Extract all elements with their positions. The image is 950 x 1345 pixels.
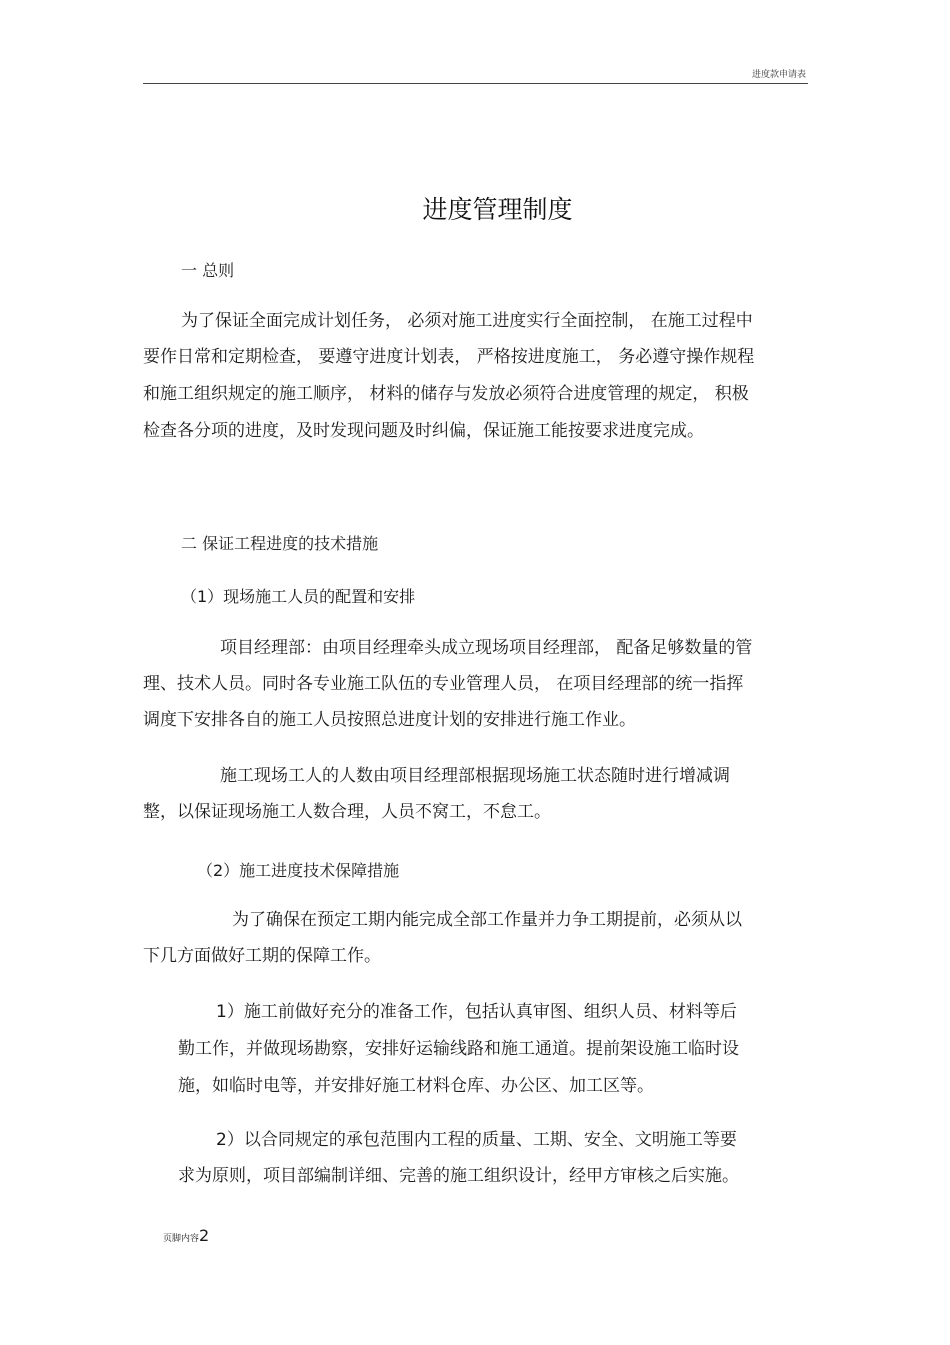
section-1-line-4: 检查各分项的进度，及时发现问题及时纠偏，保证施工能按要求进度完成。 — [143, 421, 704, 441]
subsection-1-para-1-line-1: 项目经理部：由项目经理牵头成立现场项目经理部， 配备足够数量的管 — [220, 638, 753, 658]
list-item-1-line-2: 勤工作，并做现场勘察，安排好运输线路和施工通道。提前架设施工临时设 — [178, 1039, 739, 1059]
list-item-1-line-3: 施，如临时电等，并安排好施工材料仓库、办公区、加工区等。 — [178, 1076, 654, 1096]
subsection-2-para-line-2: 下几方面做好工期的保障工作。 — [143, 946, 381, 966]
section-1-heading: 一 总则 — [181, 261, 235, 280]
section-1-line-2: 要作日常和定期检查， 要遵守进度计划表， 严格按进度施工， 务必遵守操作规程 — [143, 347, 755, 367]
page-number: 2 — [199, 1226, 210, 1245]
list-item-2-line-1: 2）以合同规定的承包范围内工程的质量、工期、安全、文明施工等要 — [216, 1130, 737, 1150]
page-footer — [163, 1226, 209, 1245]
section-1-line-3: 和施工组织规定的施工顺序， 材料的储存与发放必须符合进度管理的规定， 积极 — [143, 384, 749, 404]
section-1-line-1: 为了保证全面完成计划任务， 必须对施工进度实行全面控制， 在施工过程中 — [181, 311, 753, 331]
subsection-1-para-2-line-1: 施工现场工人的人数由项目经理部根据现场施工状态随时进行增减调 — [220, 766, 730, 786]
page-header: 进度款申请表 — [751, 70, 806, 80]
list-item-2-line-2: 求为原则，项目部编制详细、完善的施工组织设计，经甲方审核之后实施。 — [178, 1166, 739, 1186]
section-2-heading: 二 保证工程进度的技术措施 — [181, 534, 379, 553]
subsection-1-heading: （1）现场施工人员的配置和安排 — [181, 587, 416, 606]
subsection-1-para-2-line-2: 整，以保证现场施工人数合理，人员不窝工，不怠工。 — [143, 802, 551, 822]
footer-label: 页脚内容 — [163, 1234, 200, 1244]
subsection-1-para-1-line-3: 调度下安排各自的施工人员按照总进度计划的安排进行施工作业。 — [143, 710, 636, 730]
subsection-1-para-1-line-2: 理、技术人员。同时各专业施工队伍的专业管理人员， 在项目经理部的统一指挥 — [143, 674, 744, 694]
document-title: 进度管理制度 — [422, 195, 573, 224]
subsection-2-heading: （2）施工进度技术保障措施 — [197, 861, 400, 880]
list-item-1-line-1: 1）施工前做好充分的准备工作，包括认真审图、组织人员、材料等后 — [216, 1002, 737, 1022]
header-divider — [143, 83, 808, 84]
subsection-2-para-line-1: 为了确保在预定工期内能完成全部工作量并力争工期提前，必须从以 — [232, 910, 742, 930]
